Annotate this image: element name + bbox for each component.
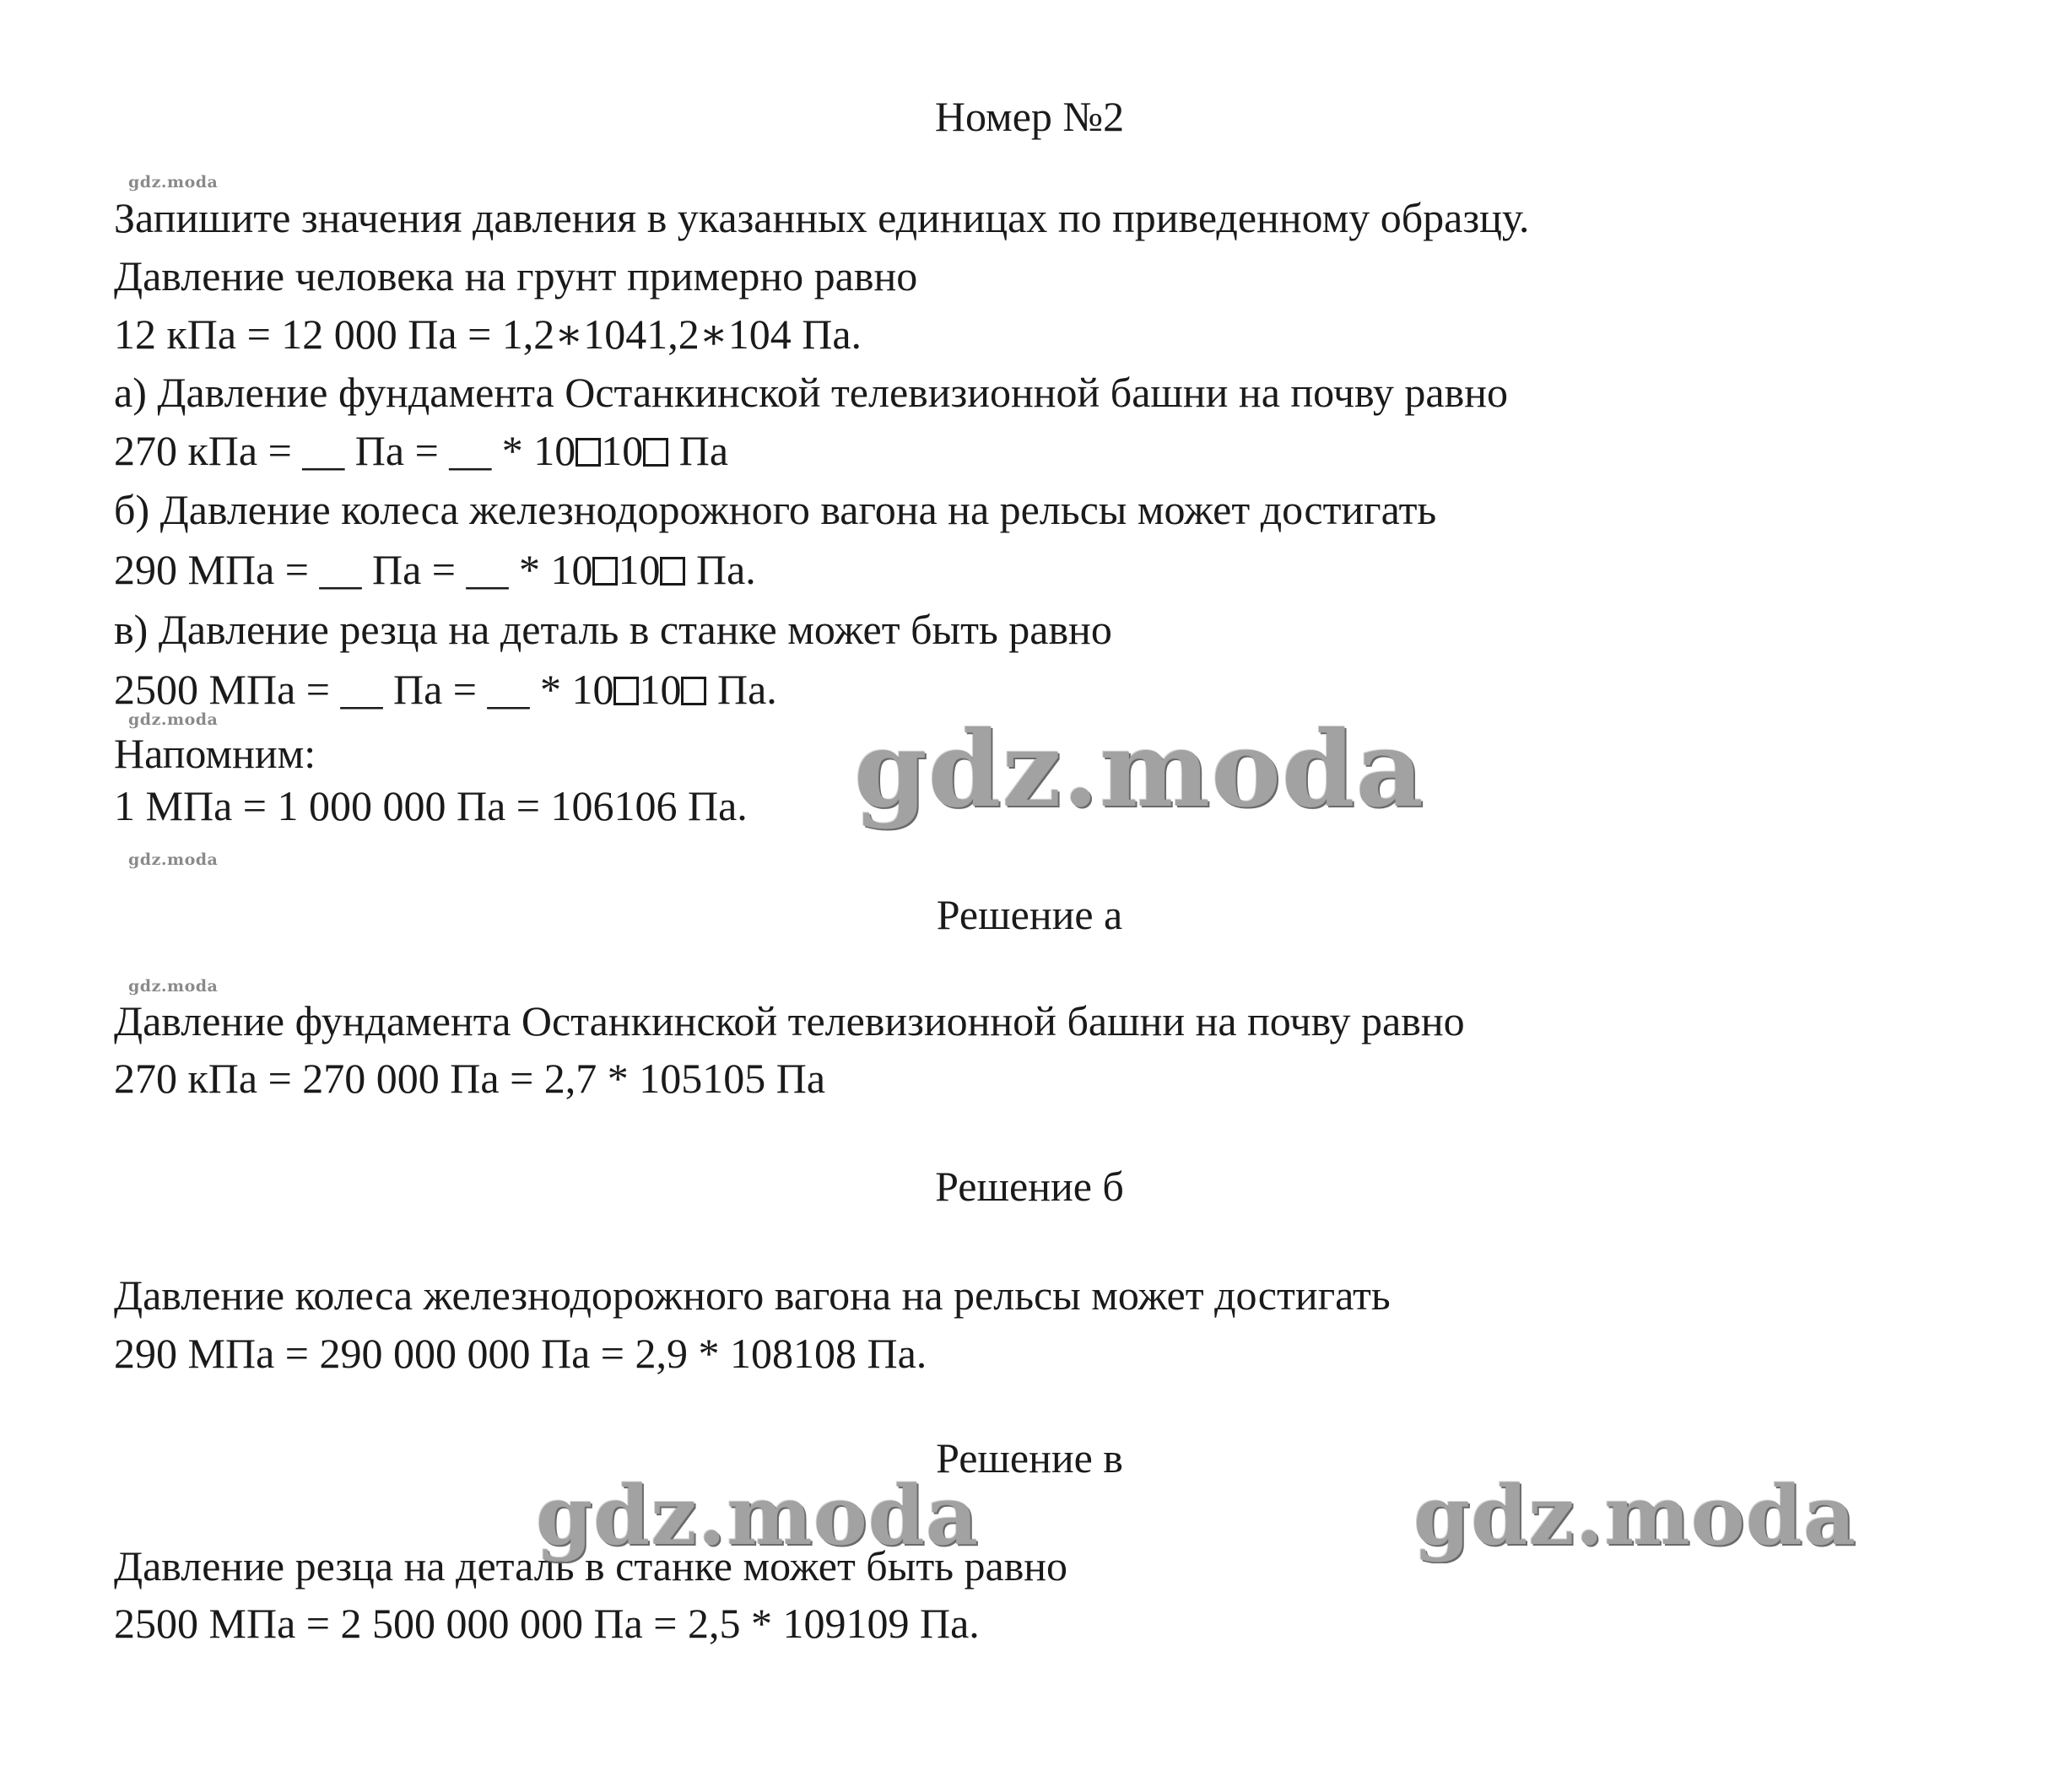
- example-formula: 12 кПа = 12 000 Па = 1,2∗1041,2∗104 Па.: [114, 310, 862, 358]
- solution-a-formula: 270 кПа = 270 000 Па = 2,7 * 105105 Па: [114, 1055, 826, 1102]
- task-a-formula: 270 кПа = __ Па = __ * 10 10 Па: [114, 427, 729, 474]
- solution-c-formula: 2500 МПа = 2 500 000 000 Па = 2,5 * 109109 Па.: [114, 1600, 980, 1647]
- watermark-large: gdz.moda: [1413, 1468, 1857, 1563]
- task-b-text: б) Давление колеса железнодорожного вагона на рельсы может достигать: [114, 486, 1437, 533]
- watermark-small: gdz.moda: [128, 710, 219, 729]
- reminder-formula: 1 МПа = 1 000 000 Па = 106106 Па.: [114, 782, 748, 829]
- watermark-large: gdz.moda: [854, 709, 1424, 831]
- solution-a-heading: Решение а: [936, 891, 1123, 938]
- solution-b-formula: 290 МПа = 290 000 000 Па = 2,9 * 108108 Па.: [114, 1330, 927, 1377]
- solution-a-text: Давление фундамента Останкинской телевизионной башни на почву равно: [114, 997, 1465, 1044]
- example-text: Давление человека на грунт примерно равно: [114, 252, 918, 300]
- blank-box: [643, 438, 668, 467]
- page-title: Номер №2: [934, 93, 1125, 140]
- task-a-text: а) Давление фундамента Останкинской телевизионной башни на почву равно: [114, 369, 1508, 416]
- solution-b-text: Давление колеса железнодорожного вагона на рельсы может достигать: [114, 1271, 1391, 1319]
- blank-box: [660, 557, 685, 586]
- watermark-small: gdz.moda: [128, 173, 219, 192]
- task-b-formula: 290 МПа = __ Па = __ * 10 10 Па.: [114, 546, 756, 593]
- task-intro: Запишите значения давления в указанных единицах по приведенному образцу.: [114, 194, 1530, 241]
- blank-box: [613, 677, 639, 705]
- watermark-small: gdz.moda: [128, 850, 219, 869]
- blank-box: [681, 677, 706, 705]
- solution-c-text: Давление резца на деталь в станке может быть равно: [114, 1542, 1068, 1590]
- task-c-text: в) Давление резца на деталь в станке может быть равно: [114, 606, 1112, 653]
- blank-box: [576, 438, 601, 467]
- reminder-label: Напомним:: [114, 730, 316, 777]
- task-c-formula: 2500 МПа = __ Па = __ * 10 10 Па.: [114, 666, 777, 713]
- solution-b-heading: Решение б: [935, 1163, 1124, 1210]
- watermark-large: gdz.moda: [536, 1468, 980, 1563]
- blank-box: [592, 557, 618, 586]
- solution-c-heading: Решение в: [936, 1434, 1123, 1482]
- watermark-small: gdz.moda: [128, 977, 219, 996]
